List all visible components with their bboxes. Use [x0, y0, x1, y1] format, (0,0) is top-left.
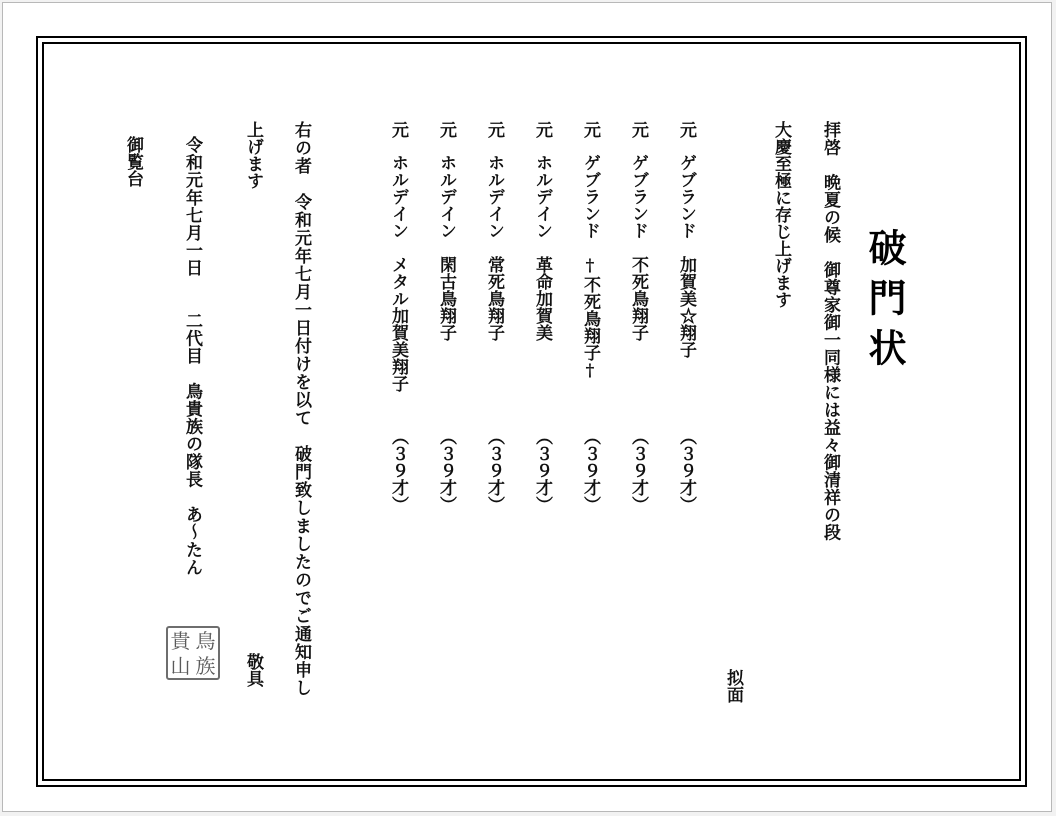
- member-age: （３９才）: [628, 428, 648, 513]
- member-prefix: 元: [484, 121, 504, 138]
- member-age: （３９才）: [484, 428, 504, 513]
- addressee: 御覧台: [123, 136, 143, 187]
- member-name: ホルデイン メタル加賀美翔子: [388, 154, 408, 392]
- greeting-line-1: 拝啓 晩夏の候 御尊家御一同様には益々御清祥の段: [820, 121, 840, 541]
- member-age: （３９才）: [388, 428, 408, 513]
- member-age: （３９才）: [436, 428, 456, 513]
- member-age: （３９才）: [532, 428, 552, 513]
- member-name: ゲブランド 不死鳥翔子: [628, 154, 648, 341]
- member-prefix: 元: [580, 121, 600, 138]
- seal-char: 山: [170, 653, 191, 678]
- seal-char: 鳥: [195, 628, 216, 653]
- member-age: （３９才）: [676, 428, 696, 513]
- member-name: ホルデイン 革命加賀美: [532, 154, 552, 341]
- member-prefix: 元: [532, 121, 552, 138]
- member-name: ゲブランド †不死鳥翔子†: [580, 154, 600, 381]
- member-name: ホルデイン 閑古鳥翔子: [436, 154, 456, 341]
- seal-stamp: [166, 626, 220, 680]
- seal-char: 貴: [170, 628, 191, 653]
- member-prefix: 元: [676, 121, 696, 138]
- member-name: ホルデイン 常死鳥翔子: [484, 154, 504, 341]
- member-prefix: 元: [436, 121, 456, 138]
- closing-keigu: 敬具: [243, 653, 263, 687]
- document-page: [2, 2, 1052, 812]
- member-prefix: 元: [628, 121, 648, 138]
- seal-char: 族: [195, 653, 216, 678]
- haimen-label: 拟面: [723, 669, 743, 703]
- statement-line-1: 右の者 令和元年七月一日付けを以て 破門致しましたのでご通知申し: [291, 121, 311, 697]
- statement-line-2: 上げます: [243, 121, 263, 189]
- document-title: 破門状: [862, 228, 907, 378]
- member-age: （３９才）: [580, 428, 600, 513]
- member-name: ゲブランド 加賀美☆翔子: [676, 154, 696, 358]
- signature-line: 令和元年七月一日 二代目 鳥貴族の隊長 あ～たん: [182, 136, 202, 576]
- member-prefix: 元: [388, 121, 408, 138]
- greeting-line-2: 大慶至極に存じ上げます: [771, 121, 791, 308]
